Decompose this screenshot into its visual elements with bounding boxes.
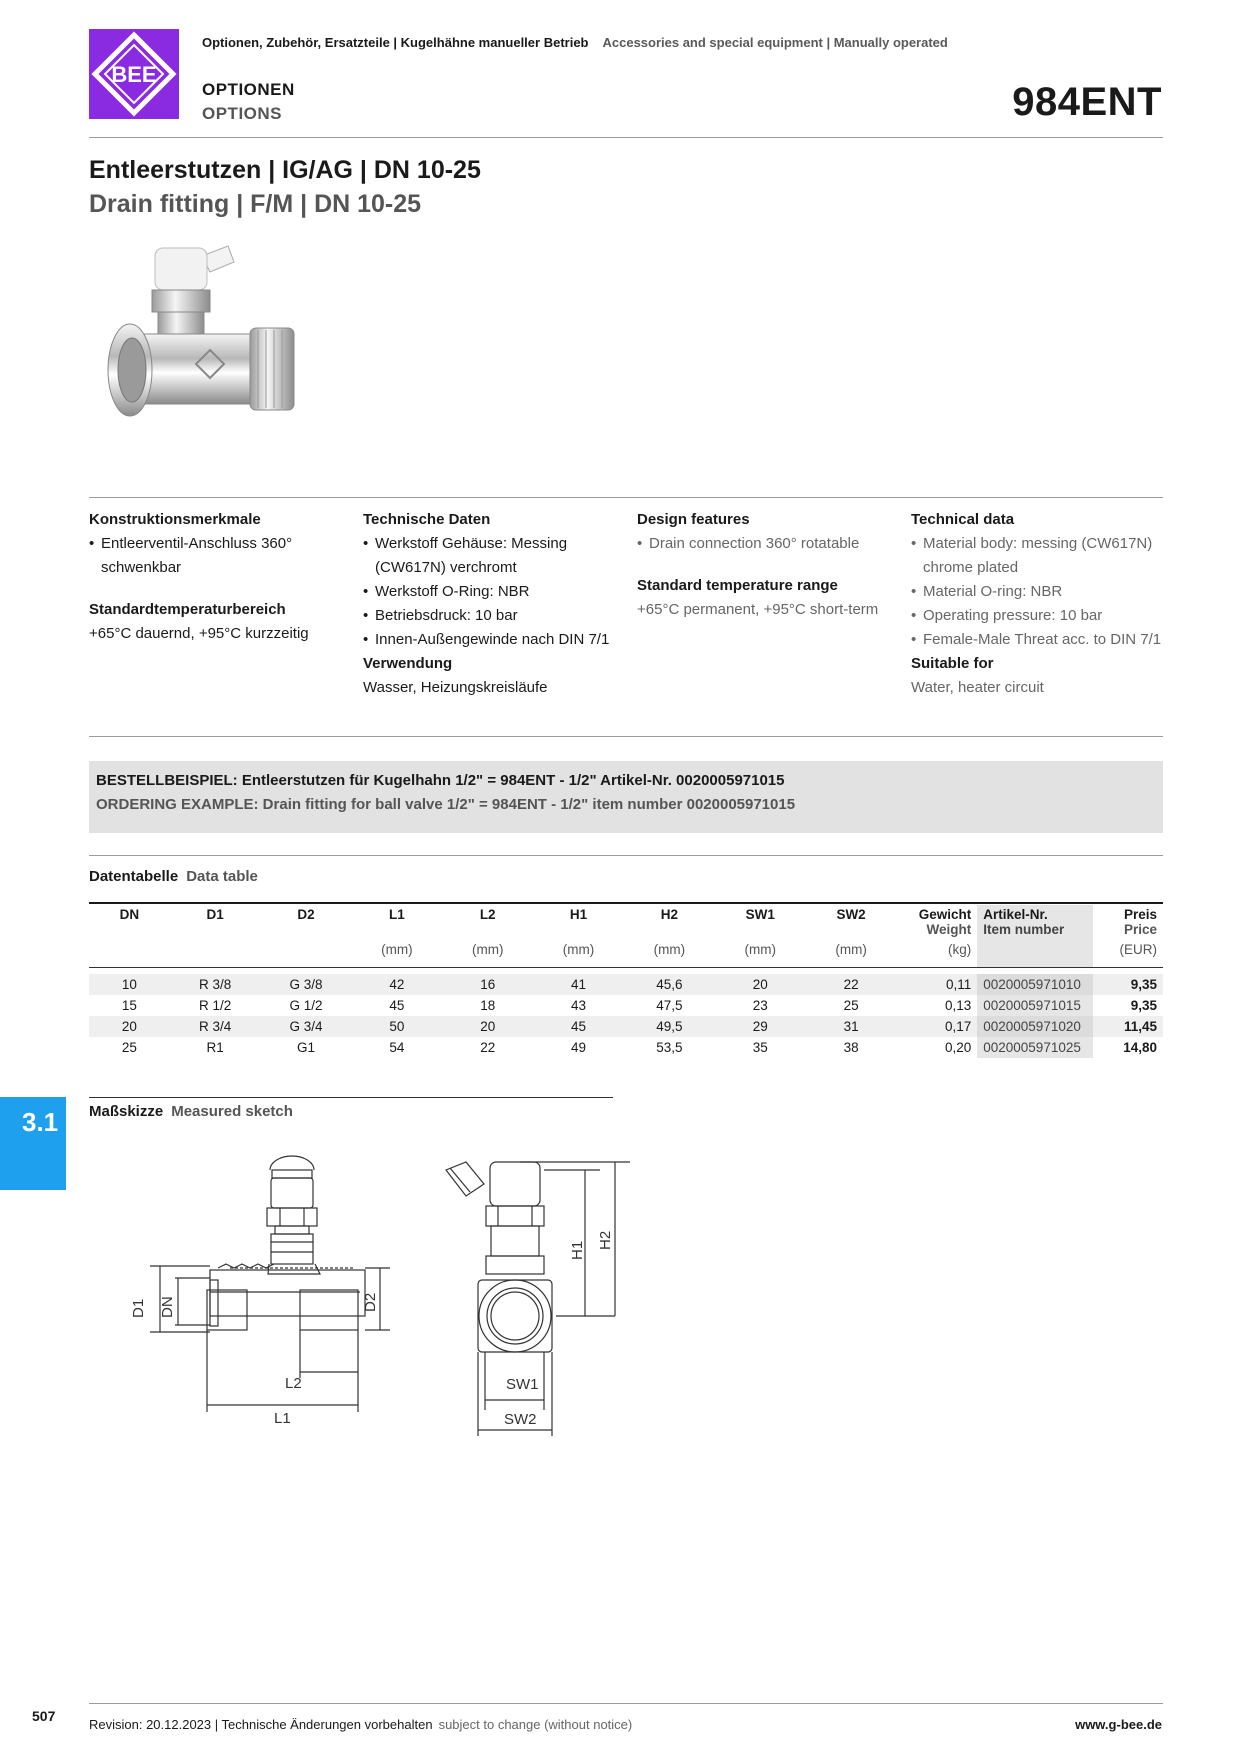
cell-h2: 45,6 [624, 974, 715, 995]
features-design-en [637, 508, 897, 622]
cell-l2: 22 [480, 1040, 496, 1055]
tech-list-en [911, 532, 1171, 652]
unit-sw2: (mm) [806, 939, 897, 968]
section-label-en: OPTIONS [202, 104, 283, 123]
cell-d1: R 3/4 [170, 1016, 261, 1037]
cell-h2: 53,5 [656, 1040, 683, 1055]
cell-l2: 18 [480, 998, 496, 1013]
design-heading-en: Design features [637, 511, 750, 528]
col-sw2: SW2 [836, 907, 866, 922]
cell-d1: R 1/2 [199, 998, 232, 1013]
col-d1: D1 [206, 907, 224, 922]
col-item [977, 905, 1093, 939]
cell-dn: 20 [89, 1016, 170, 1037]
features-top-divider [89, 497, 1163, 498]
design-heading-de: Konstruktionsmerkmale [89, 511, 261, 528]
col-weight [897, 905, 978, 939]
product-photo [100, 240, 300, 470]
logo-text: BEE [111, 62, 157, 87]
col-h2: H2 [660, 907, 679, 922]
temp-text-de: +65°C dauernd, +95°C kurzzeitig [89, 625, 309, 642]
list-item: • Entleerventil-Anschluss 360° schwenkbar [89, 532, 349, 580]
measured-sketch [110, 1140, 670, 1440]
datatable-title-de: Datentabelle [89, 868, 179, 885]
section-label-de: OPTIONEN [202, 80, 295, 99]
cell-dn: 25 [121, 1040, 137, 1055]
cell-sw1: 35 [752, 1040, 768, 1055]
tech-heading-en: Technical data [911, 511, 1015, 528]
chapter-number: 3.1 [22, 1107, 59, 1137]
cell-l1: 50 [351, 1016, 442, 1037]
use-heading-en: Suitable for [911, 655, 994, 672]
cell-price: 14,80 [1123, 1040, 1157, 1055]
cell-sw2: 25 [843, 998, 859, 1013]
dim-sw2-label: SW2 [504, 1411, 537, 1428]
cell-d1: R 3/8 [170, 974, 261, 995]
cell-price: 9,35 [1093, 974, 1163, 995]
front-view [446, 1162, 630, 1436]
page-title-de: Entleerstutzen | IG/AG | DN 10-25 [89, 156, 481, 184]
use-text-en: Water, heater circuit [911, 679, 1044, 696]
ordering-example-en: ORDERING EXAMPLE: Drain fitting for ball valve 1/2" = 984ENT - 1/2" item number 0020005971015 [96, 796, 796, 813]
features-design-de [89, 508, 349, 646]
col-price-de: Preis [1123, 907, 1157, 922]
footer-revision-de: Revision: 20.12.2023 | Technische Änderungen vorbehalten [89, 1717, 433, 1732]
cell-weight: 0,20 [944, 1040, 972, 1055]
footer-revision-en: subject to change (without notice) [438, 1717, 633, 1732]
cell-d2: G 3/4 [261, 1016, 352, 1037]
cell-d1: R1 [206, 1040, 224, 1055]
cell-sw1: 20 [715, 974, 806, 995]
data-table [89, 905, 1163, 1058]
dim-l2-label: L2 [285, 1375, 302, 1392]
list-item: • Werkstoff O-Ring: NBR [363, 580, 623, 604]
col-l2: L2 [479, 907, 496, 922]
breadcrumb-en: Accessories and special equipment | Manually operated [602, 35, 948, 50]
cell-h1: 45 [533, 1016, 624, 1037]
col-sw1: SW1 [745, 907, 775, 922]
cell-dn: 15 [121, 998, 137, 1013]
dim-h2-label: H2 [597, 1230, 614, 1250]
cell-sw2: 22 [806, 974, 897, 995]
header-divider [89, 137, 1163, 138]
temp-heading-en: Standard temperature range [637, 577, 838, 594]
brand-logo [89, 29, 179, 119]
cell-d2: G 3/8 [261, 974, 352, 995]
list-item: • Material body: messing (CW617N) chrome plated [911, 532, 1171, 580]
list-item: • Betriebsdruck: 10 bar [363, 604, 623, 628]
table-header-row [89, 905, 1163, 939]
temp-heading-de: Standardtemperaturbereich [89, 601, 286, 618]
unit-h1: (mm) [533, 939, 624, 968]
footer-divider [89, 1703, 1163, 1704]
tech-heading-de: Technische Daten [363, 511, 491, 528]
cell-item: 0020005971010 [977, 974, 1093, 995]
sketch-title-en: Measured sketch [171, 1103, 293, 1120]
page-number: 507 [32, 1708, 56, 1724]
cell-h2: 49,5 [624, 1016, 715, 1037]
sketch-title [89, 1103, 293, 1120]
chapter-tab [0, 1097, 66, 1190]
cell-h1: 49 [571, 1040, 587, 1055]
table-row [89, 995, 1163, 1016]
dim-d1-label: D1 [130, 1298, 147, 1318]
cell-l1: 54 [389, 1040, 405, 1055]
product-code: 984ENT [1012, 80, 1162, 124]
features-bottom-divider [89, 736, 1163, 737]
breadcrumb [202, 35, 948, 50]
cell-h1: 41 [533, 974, 624, 995]
col-item-en: Item number [983, 922, 1065, 937]
cell-price: 11,45 [1093, 1016, 1163, 1037]
website-link[interactable]: www.g-bee.de [1075, 1717, 1162, 1732]
dim-dn-label: DN [159, 1296, 176, 1318]
unit-h2: (mm) [624, 939, 715, 968]
cell-l1: 45 [389, 998, 405, 1013]
col-price [1093, 905, 1163, 939]
bee-logo-icon [89, 29, 179, 119]
datatable-title-en: Data table [186, 868, 258, 885]
cell-weight: 0,17 [897, 1016, 978, 1037]
col-weight-en: Weight [926, 922, 972, 937]
list-item: • Innen-Außengewinde nach DIN 7/1 [363, 628, 623, 652]
col-d2: D2 [297, 907, 315, 922]
table-units-row [89, 939, 1163, 968]
use-text-de: Wasser, Heizungskreisläufe [363, 679, 548, 696]
cell-l2: 16 [442, 974, 533, 995]
cell-price: 9,35 [1130, 998, 1157, 1013]
dim-sw1-label: SW1 [506, 1376, 539, 1393]
use-heading-de: Verwendung [363, 655, 453, 672]
unit-l1: (mm) [351, 939, 442, 968]
cell-item: 0020005971020 [977, 1016, 1093, 1037]
unit-price: (EUR) [1093, 939, 1163, 968]
cell-l2: 20 [442, 1016, 533, 1037]
cell-sw2: 31 [806, 1016, 897, 1037]
list-item: • Drain connection 360° rotatable [637, 532, 897, 556]
cell-d2: G1 [297, 1040, 316, 1055]
features-tech-en [911, 508, 1171, 700]
footer-revision [89, 1717, 632, 1732]
unit-weight: (kg) [897, 939, 978, 968]
list-item: • Operating pressure: 10 bar [911, 604, 1171, 628]
ordering-example-de: BESTELLBEISPIEL: Entleerstutzen für Kugelhahn 1/2" = 984ENT - 1/2" Artikel-Nr. 0020005971015 [96, 772, 785, 789]
cell-weight: 0,13 [944, 998, 972, 1013]
dim-l1-label: L1 [274, 1410, 291, 1427]
drain-fitting-image [100, 240, 300, 470]
ordering-example-box [89, 761, 1163, 833]
design-list-de [89, 532, 349, 580]
cell-item: 0020005971025 [977, 1037, 1093, 1058]
cell-item: 0020005971015 [977, 995, 1093, 1016]
table-top-border [89, 902, 1163, 904]
cell-dn: 10 [89, 974, 170, 995]
list-item: • Material O-ring: NBR [911, 580, 1171, 604]
cell-sw1: 23 [752, 998, 768, 1013]
breadcrumb-de: Optionen, Zubehör, Ersatzteile | Kugelhähne manueller Betrieb [202, 35, 589, 50]
col-h1: H1 [569, 907, 588, 922]
datatable-divider [89, 855, 1163, 856]
features-tech-de [363, 508, 623, 700]
col-price-en: Price [1123, 922, 1157, 937]
cell-weight: 0,11 [897, 974, 978, 995]
dim-d2-label: D2 [362, 1292, 379, 1312]
cell-h1: 43 [571, 998, 587, 1013]
table-row [89, 1016, 1163, 1037]
col-l1: L1 [388, 907, 405, 922]
design-list-en [637, 532, 897, 556]
datatable-title [89, 868, 258, 885]
list-item: • Werkstoff Gehäuse: Messing (CW617N) verchromt [363, 532, 623, 580]
side-view [150, 1156, 390, 1412]
unit-sw1: (mm) [715, 939, 806, 968]
cell-l1: 42 [351, 974, 442, 995]
sketch-title-de: Maßskizze [89, 1103, 164, 1120]
cell-sw1: 29 [715, 1016, 806, 1037]
list-item: • Female-Male Threat acc. to DIN 7/1 [911, 628, 1171, 652]
page-title-en: Drain fitting | F/M | DN 10-25 [89, 190, 422, 218]
col-dn: DN [119, 907, 140, 922]
dim-h1-label: H1 [569, 1240, 586, 1260]
cell-h2: 47,5 [656, 998, 683, 1013]
unit-l2: (mm) [442, 939, 533, 968]
table-row [89, 1037, 1163, 1058]
col-weight-de: Gewicht [918, 907, 972, 922]
cell-sw2: 38 [843, 1040, 859, 1055]
col-item-de: Artikel-Nr. [983, 907, 1048, 922]
tech-list-de [363, 532, 623, 652]
table-row [89, 974, 1163, 995]
cell-d2: G 1/2 [289, 998, 323, 1013]
sketch-divider [89, 1097, 613, 1098]
temp-text-en: +65°C permanent, +95°C short-term [637, 601, 879, 618]
